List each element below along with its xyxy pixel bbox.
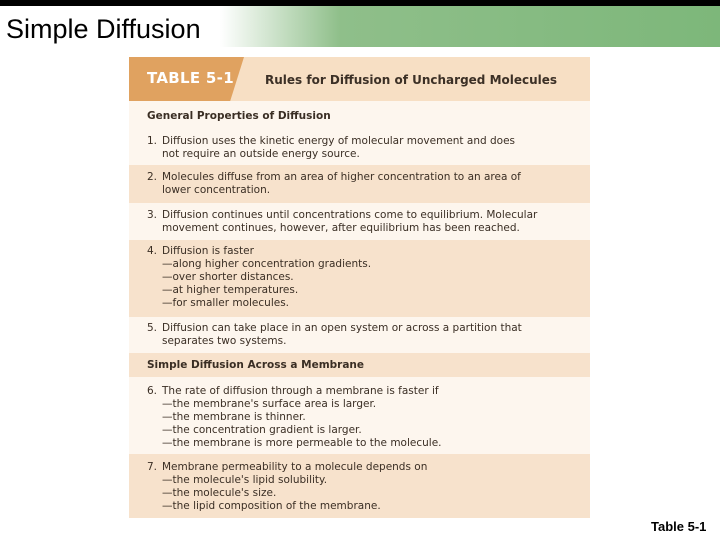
section-band [129,101,590,130]
table-row [129,317,590,353]
rule-subpoint: —for smaller molecules. [162,297,289,309]
diffusion-rules-table [129,57,590,518]
rule-subpoint: movement continues, however, after equilibrium has been reached. [162,222,520,234]
rule-text: Diffusion uses the kinetic energy of molecular movement and does [162,135,515,147]
table-number: TABLE 5-1 [147,69,234,87]
rule-subpoint: —the membrane's surface area is larger. [162,398,377,410]
rule-number: 7. [147,461,158,473]
rule-text: Diffusion is faster [162,245,254,257]
rule-item-2 [147,171,521,197]
rule-subpoint: lower concentration. [162,184,271,196]
table-header [129,57,590,101]
table-title: Rules for Diffusion of Uncharged Molecules [265,73,558,87]
rule-item-1 [147,135,515,161]
section-heading-general: General Properties of Diffusion [147,110,331,122]
title-bar [0,6,720,47]
rule-text: Molecules diffuse from an area of higher concentration to an area of [162,171,521,183]
rule-text: The rate of diffusion through a membrane is faster if [162,385,439,397]
rule-subpoint: —the concentration gradient is larger. [162,424,362,436]
slide-title: Simple Diffusion [6,14,201,44]
table-row [129,130,590,165]
rule-item-5 [147,322,522,348]
rule-number: 5. [147,322,158,334]
table-row [129,240,590,317]
rule-subpoint: —the membrane is more permeable to the molecule. [162,437,442,449]
rule-number: 4. [147,245,158,257]
rule-number: 3. [147,209,158,221]
rule-subpoint: —the lipid composition of the membrane. [162,500,381,512]
rule-number: 6. [147,385,158,397]
rule-text: Diffusion continues until concentrations come to equilibrium. Molecular [162,209,538,221]
rule-subpoint: —the membrane is thinner. [162,411,306,423]
table-row [129,377,590,454]
table-row [129,454,590,518]
rule-number: 1. [147,135,158,147]
rule-subpoint: not require an outside energy source. [162,148,360,160]
rule-item-6 [147,385,442,450]
rule-item-3 [147,209,537,235]
rule-text: Diffusion can take place in an open system or across a partition that [162,322,522,334]
rule-subpoint: —the molecule's lipid solubility. [162,474,328,486]
rule-number: 2. [147,171,158,183]
rule-item-7 [147,461,427,513]
rule-subpoint: —along higher concentration gradients. [162,258,372,270]
rule-subpoint: —the molecule's size. [162,487,277,499]
figure-caption: Table 5-1 [651,519,707,534]
rule-subpoint: —over shorter distances. [162,271,294,283]
rule-subpoint: —at higher temperatures. [162,284,299,296]
table-row [129,165,590,203]
rule-subpoint: separates two systems. [162,335,287,347]
section-band [129,353,590,377]
section-heading-membrane: Simple Diffusion Across a Membrane [147,359,365,371]
rule-text: Membrane permeability to a molecule depends on [162,461,428,473]
rule-item-4 [147,245,371,310]
table-row [129,203,590,240]
